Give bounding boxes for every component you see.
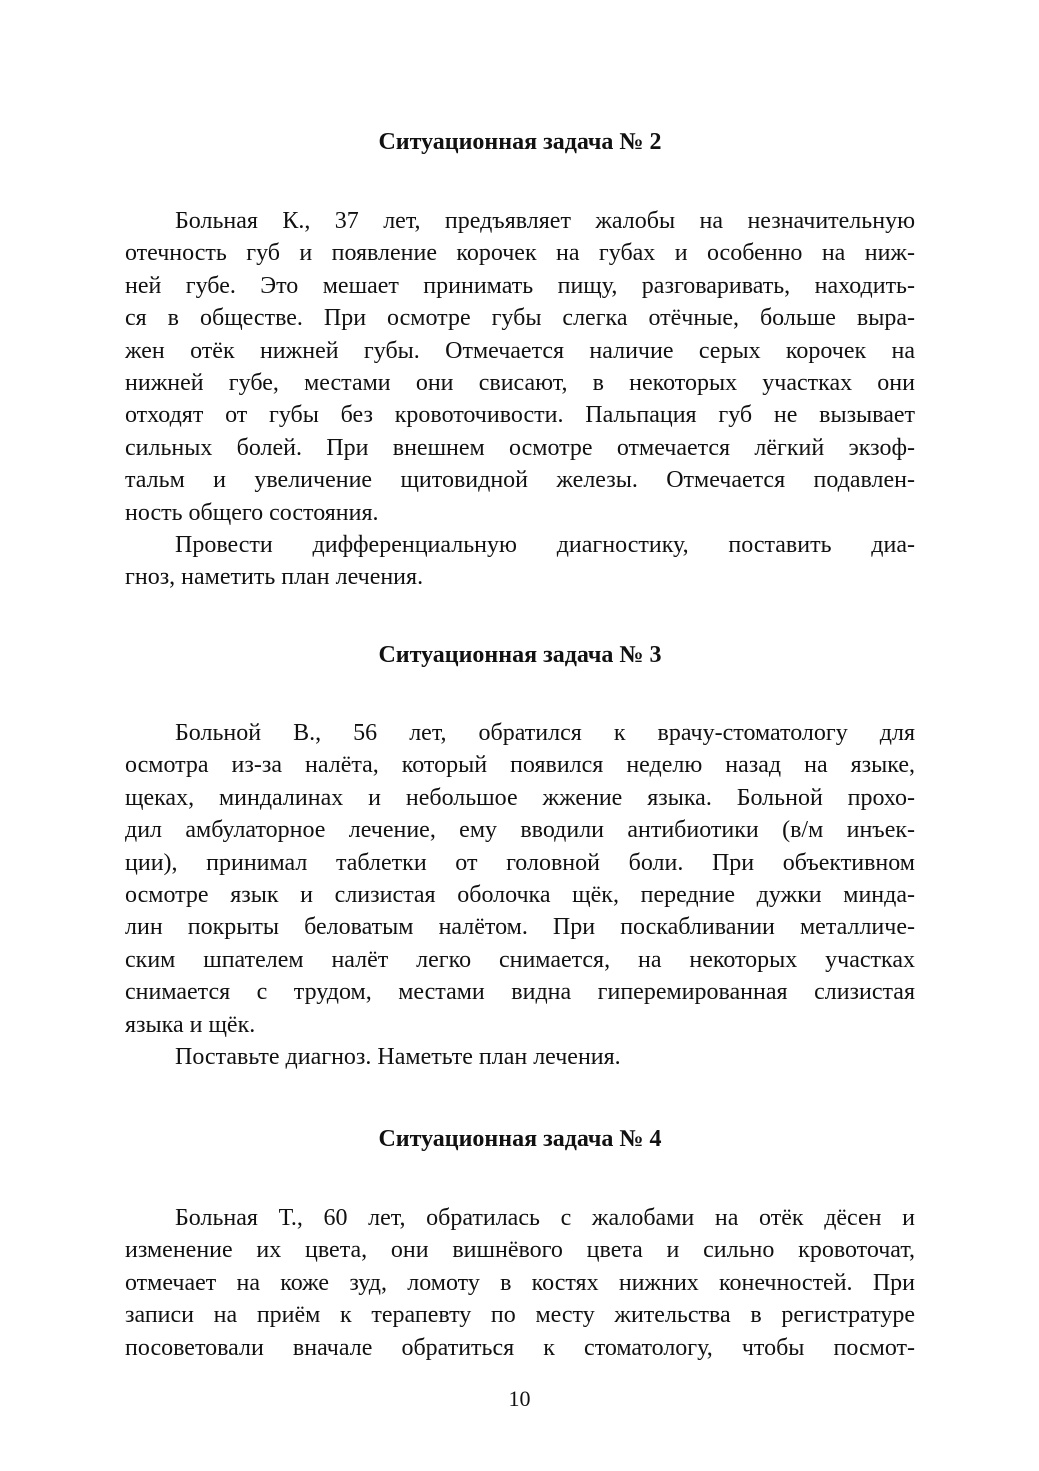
text-line: снимается с трудом, местами видна гиперемированная слизистая: [125, 979, 915, 1006]
text-line: записи на приём к терапевту по месту жительства в регистратуре: [125, 1302, 915, 1329]
paragraph: [125, 1202, 915, 1364]
text-line: ность общего состояния.: [125, 499, 379, 526]
text-line: осмотра из-за налёта, который появился неделю назад на языке,: [125, 752, 915, 779]
page-number: 10: [508, 1386, 531, 1411]
text-line: Больной В., 56 лет, обратился к врачу-стоматологу для: [175, 720, 915, 746]
text-line: отходят от губы без кровоточивости. Пальпация губ не вызывает: [125, 402, 915, 429]
paragraph: [125, 1041, 915, 1073]
text-line: дил амбулаторное лечение, ему вводили антибиотики (в/м инъек-: [125, 817, 915, 844]
paragraph: [125, 529, 915, 594]
task-body: [125, 1202, 915, 1364]
task-heading: Ситуационная задача № 2: [378, 129, 662, 155]
task-body: [125, 205, 915, 594]
text-line: нижней губе, местами они свисают, в некоторых участках они: [125, 369, 915, 396]
task-2: [125, 127, 915, 594]
text-line: языка и щёк.: [125, 1011, 256, 1038]
text-line: Поставьте диагноз. Наметьте план лечения.: [175, 1043, 621, 1070]
text-line: Больная К., 37 лет, предъявляет жалобы на незначительную: [175, 208, 915, 234]
paragraph: [125, 717, 915, 1041]
paragraph: [125, 205, 915, 529]
text-line: сильных болей. При внешнем осмотре отмечается лёгкий экзоф-: [125, 434, 915, 461]
task-heading: Ситуационная задача № 4: [378, 1126, 662, 1152]
text-line: ции), принимал таблетки от головной боли. При объективном: [125, 849, 915, 876]
text-line: изменение их цвета, они вишнёвого цвета и сильно кровоточат,: [125, 1237, 915, 1264]
text-line: Провести дифференциальную диагностику, поставить диа-: [175, 531, 915, 558]
text-line: отмечает на коже зуд, ломоту в костях нижних конечностей. При: [125, 1269, 915, 1296]
text-line: тальм и увеличение щитовидной железы. Отмечается подавлен-: [125, 467, 915, 494]
text-line: отечность губ и появление корочек на губах и особенно на ниж-: [125, 240, 915, 267]
text-line: ся в обществе. При осмотре губы слегка отёчные, больше выра-: [125, 305, 915, 332]
text-line: гноз, наметить план лечения.: [125, 564, 424, 591]
text-line: щеках, миндалинах и небольшое жжение языка. Больной прохо-: [125, 784, 915, 811]
text-line: посоветовали вначале обратиться к стоматологу, чтобы посмот-: [125, 1334, 915, 1361]
text-line: ским шпателем налёт легко снимается, на некоторых участках: [125, 946, 915, 973]
task-3: [125, 640, 915, 1073]
text-line: жен отёк нижней губы. Отмечается наличие серых корочек на: [125, 337, 915, 364]
text-line: осмотре язык и слизистая оболочка щёк, передние дужки минда-: [125, 881, 915, 908]
task-heading: Ситуационная задача № 3: [378, 642, 662, 668]
text-line: ней губе. Это мешает принимать пищу, разговаривать, находить-: [125, 272, 915, 299]
text-line: лин покрыты беловатым налётом. При поскабливании металличе-: [125, 914, 915, 941]
task-4: [125, 1124, 915, 1364]
task-body: [125, 717, 915, 1073]
text-line: Больная Т., 60 лет, обратилась с жалобами на отёк дёсен и: [175, 1205, 915, 1231]
